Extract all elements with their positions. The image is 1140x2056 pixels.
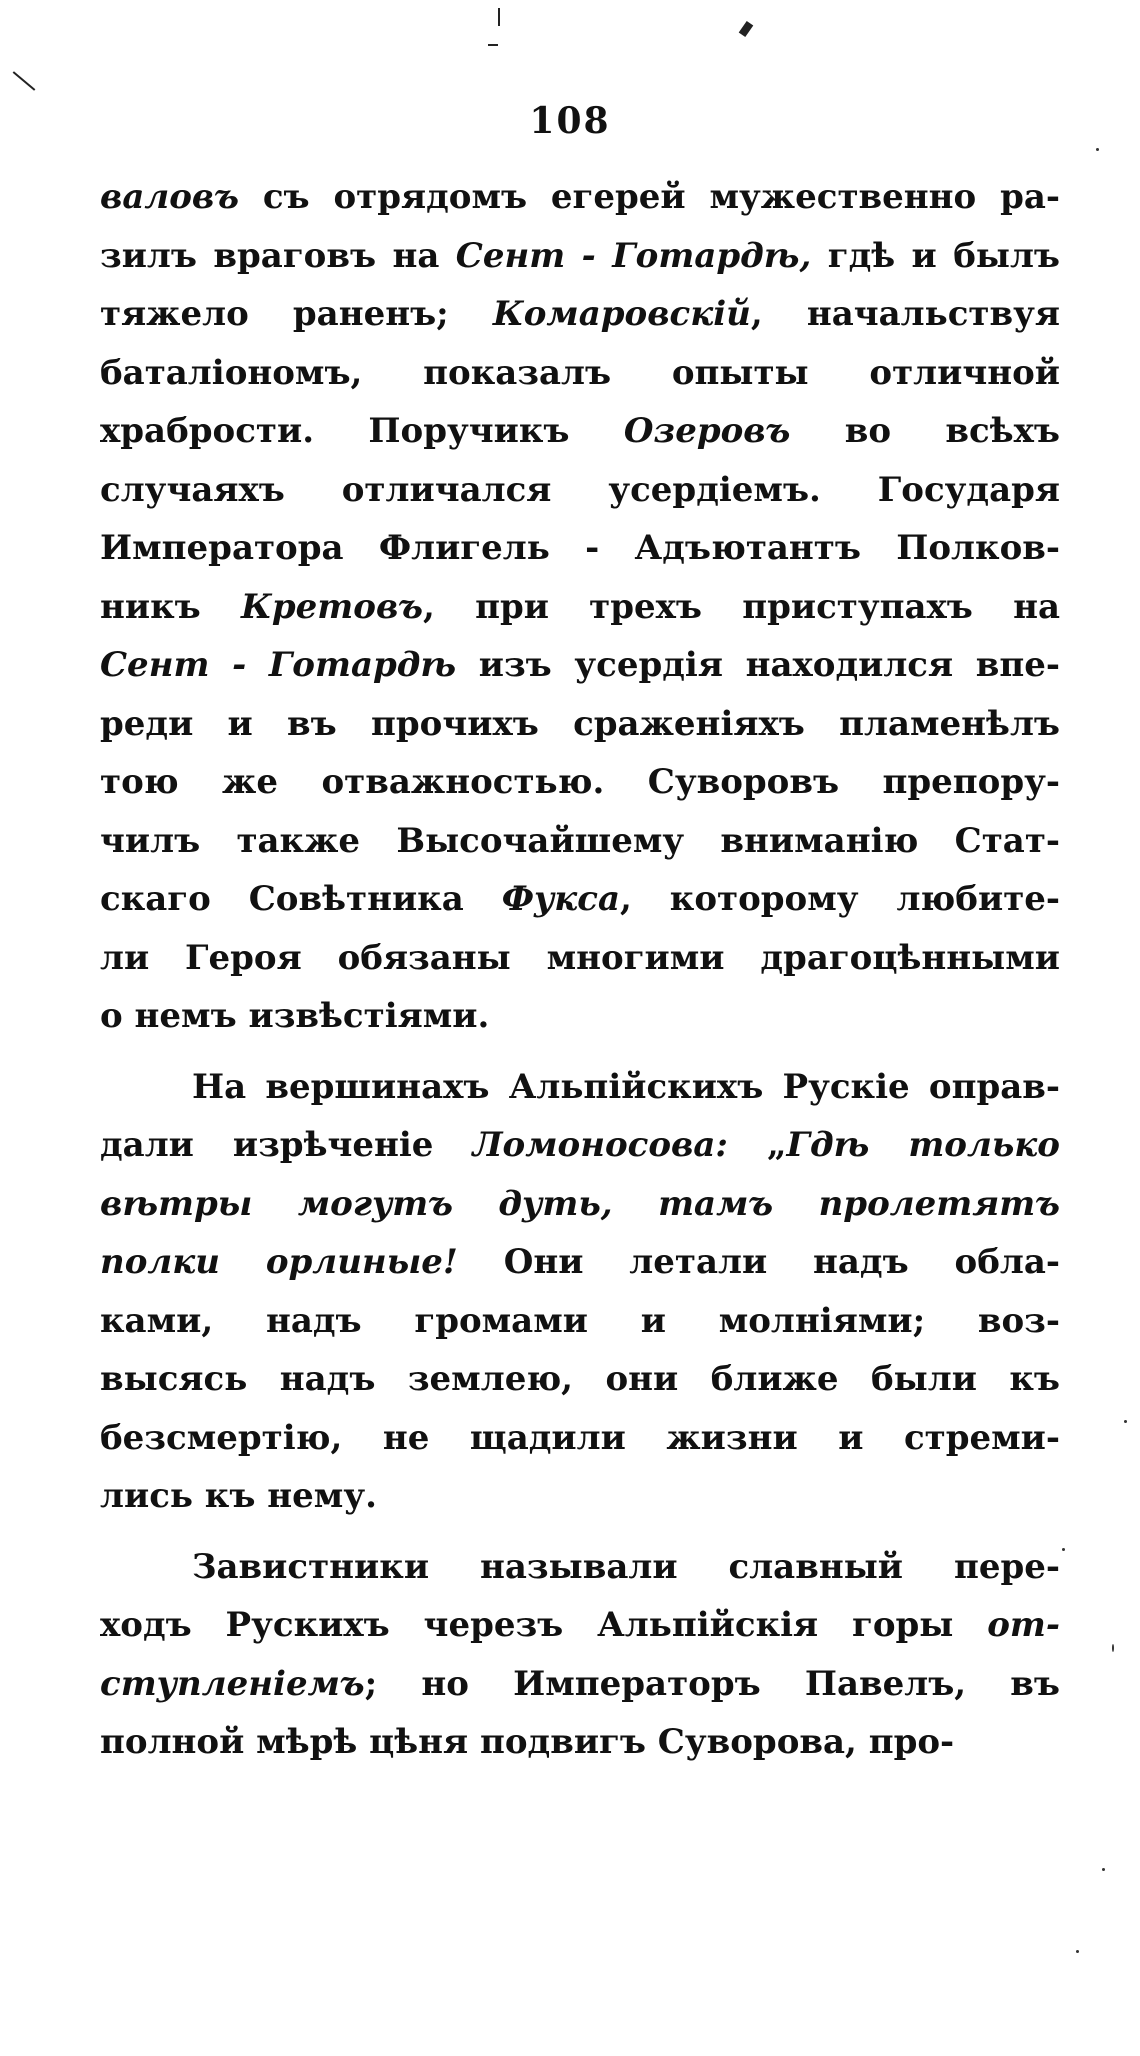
dust-speck	[1112, 1644, 1114, 1652]
text-run: безсмертію, не щадили жизни и стреми-	[100, 1417, 1060, 1458]
italic-text: Кретовъ	[240, 586, 424, 627]
body-text	[100, 168, 1060, 1772]
dust-speck	[1076, 1950, 1079, 1953]
text-run: случаяхъ отличался усердіемъ. Государя	[100, 469, 1060, 510]
italic-text: Ломоносова:	[472, 1125, 728, 1165]
text-run: Завистники называли славный пере-	[192, 1546, 1060, 1587]
text-line	[100, 753, 1060, 812]
text-line	[100, 1409, 1060, 1468]
text-line	[100, 402, 1060, 461]
text-line	[100, 695, 1060, 754]
text-run: зилъ враговъ на	[100, 235, 456, 276]
print-mark	[13, 71, 36, 91]
text-run: ками, надъ громами и молніями; воз-	[100, 1300, 1060, 1341]
text-line	[100, 1233, 1060, 1292]
italic-text: валовъ	[100, 177, 239, 217]
text-line	[100, 987, 1060, 1046]
text-run: съ отрядомъ егерей мужественно ра-	[238, 177, 1060, 217]
text-line	[100, 870, 1060, 929]
text-run: реди и въ прочихъ сраженіяхъ пламенѣлъ	[100, 703, 1060, 744]
text-line	[100, 1467, 1060, 1526]
italic-text: полки орлиные!	[100, 1242, 458, 1282]
text-line	[100, 1538, 1060, 1597]
text-line	[100, 1350, 1060, 1409]
print-mark	[739, 21, 754, 37]
text-line	[100, 461, 1060, 520]
text-run: Они летали надъ обла-	[457, 1242, 1060, 1282]
text-run: , при трехъ приступахъ на	[423, 586, 1060, 627]
text-run: гдѣ и былъ	[811, 235, 1060, 276]
text-line	[100, 636, 1060, 695]
text-run: ли Героя обязаны многими драгоцѣнными	[100, 937, 1060, 978]
text-run: баталіономъ, показалъ опыты отличной	[100, 352, 1060, 393]
dust-speck	[1124, 1420, 1127, 1423]
text-line	[100, 578, 1060, 637]
text-run: дали изрѣченіе	[100, 1125, 473, 1165]
text-run: „	[727, 1125, 787, 1165]
text-line	[100, 519, 1060, 578]
text-run: полной мѣрѣ цѣня подвигъ Суворова, про-	[100, 1722, 955, 1762]
text-line	[100, 1175, 1060, 1234]
text-run: лись къ нему.	[100, 1476, 377, 1516]
italic-text: от-	[987, 1605, 1060, 1645]
text-run: ходъ Рускихъ черезъ Альпійскія горы	[100, 1605, 988, 1645]
italic-text: Озеровъ	[623, 411, 791, 451]
text-run: скаго Совѣтника	[100, 879, 502, 919]
text-run: На вершинахъ Альпійскихъ Рускіе оправ-	[192, 1066, 1060, 1107]
dust-speck	[1102, 1868, 1105, 1871]
text-line	[100, 227, 1060, 286]
text-run: тяжело раненъ;	[100, 294, 493, 334]
italic-text: Комаровскій	[492, 294, 751, 334]
text-run: изъ усердія находился впе-	[456, 645, 1060, 685]
text-run: , начальствуя	[750, 294, 1060, 334]
text-line	[100, 344, 1060, 403]
italic-text: Фукса	[501, 879, 621, 919]
italic-text: вѣтры могутъ дуть, тамъ пролетятъ	[100, 1183, 1060, 1224]
text-line	[100, 1655, 1060, 1714]
text-line	[100, 1713, 1060, 1772]
text-run: высясь надъ землею, они ближе были къ	[100, 1359, 1060, 1399]
text-run: ; но Императоръ Павелъ, въ	[364, 1663, 1060, 1704]
text-run: храбрости. Поручикъ	[100, 411, 624, 451]
dust-speck	[1096, 148, 1099, 151]
text-line	[100, 1292, 1060, 1351]
dust-speck	[1062, 1548, 1065, 1551]
print-mark	[488, 44, 498, 46]
text-line	[100, 285, 1060, 344]
text-run: , которому любите-	[620, 879, 1060, 919]
italic-text: ступленіемъ	[100, 1663, 365, 1704]
text-line	[100, 1116, 1060, 1175]
italic-text: Гдѣ только	[786, 1125, 1060, 1165]
text-line	[100, 812, 1060, 871]
text-run: тою же отважностью. Суворовъ препору-	[100, 762, 1060, 802]
text-run: во всѣхъ	[790, 411, 1060, 451]
text-line	[100, 929, 1060, 988]
italic-text: Сент - Готардѣ,	[455, 235, 812, 276]
print-mark	[498, 8, 500, 26]
text-line	[100, 168, 1060, 227]
text-line	[100, 1596, 1060, 1655]
italic-text: Сент - Готардѣ	[100, 645, 457, 685]
text-run: чилъ также Высочайшему вниманію Стат-	[100, 820, 1060, 861]
text-run: никъ	[100, 586, 241, 627]
text-line	[100, 1058, 1060, 1117]
text-run: о немъ извѣстіями.	[100, 996, 490, 1036]
text-run: Императора Флигель - Адъютантъ Полков-	[100, 528, 1060, 568]
page-number: 108	[529, 100, 611, 142]
